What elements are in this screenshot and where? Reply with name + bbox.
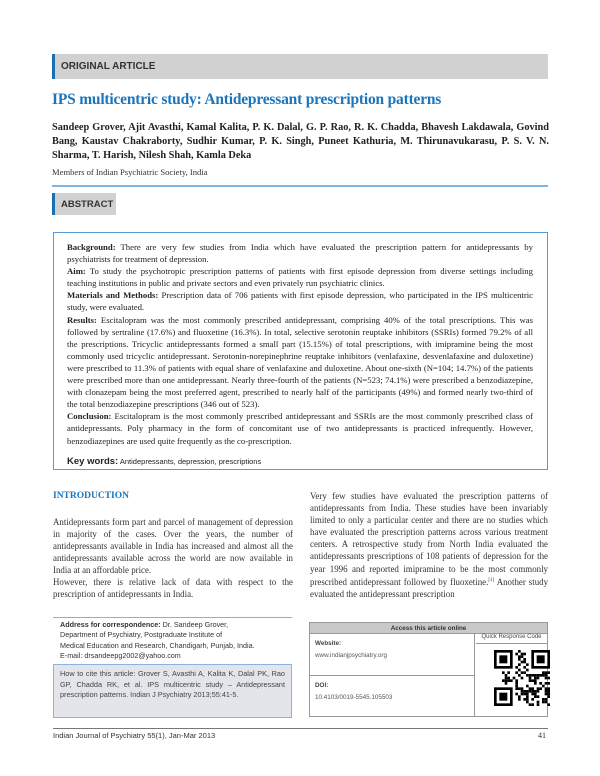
text: Dr. Sandeep Grover,	[160, 620, 229, 629]
footer-journal: Indian Journal of Psychiatry 55(1), Jan-Mar 2013	[53, 731, 216, 740]
page-number: 41	[538, 731, 546, 740]
reference-link[interactable]: [1]	[488, 577, 495, 583]
text: Another study evaluated the antidepressant prescription	[310, 576, 549, 599]
text: Antidepressants, depression, prescriptions	[118, 456, 262, 466]
keywords	[67, 456, 533, 468]
abstract-results	[67, 314, 533, 411]
text: There are very few studies from India which have evaluated the prescription pattern for antidepressants by psychiatrists for treatment of depression.	[67, 242, 533, 265]
affiliation: Members of Indian Psychiatric Society, India	[52, 167, 208, 177]
abstract-aim	[67, 265, 533, 289]
text: Very few studies have evaluated the prescription patterns of antidepressants from India. These studies have been invariably limited to only a particular center and there are no studies which have evaluated the prescription patterns across various treatment centers. A retrospective study from North India evaluated the antidepressants prescriptions of 108 patients of depression for the year 1996 and reported imipramine to be the most commonly prescribed antidepressant followed by fluoxetine.	[310, 491, 548, 587]
label: Key words:	[67, 455, 119, 467]
text: To study the psychotropic prescription patterns of patients with first episode depression from diverse settings including teaching institutions in public and private sectors and even privately run psychiatric clinics.	[67, 266, 533, 289]
qr-label: Quick Response Code	[476, 634, 547, 644]
access-online-box	[309, 622, 548, 717]
label: Aim:	[67, 266, 86, 277]
citation-box: How to cite this article: Grover S, Avasthi A, Kalita K, Dalal PK, Rao GP, Chadda RK, et al. IPS multicentric study – Antidepressant prescription patterns. Indian J Psychiatry 2013;55:41-5.	[53, 664, 292, 718]
intro-paragraph-right	[310, 490, 548, 600]
article-title: IPS multicentric study: Antidepressant prescription patterns	[52, 91, 442, 108]
label: Conclusion:	[67, 411, 112, 422]
divider	[53, 617, 292, 618]
website-link[interactable]: www.indianjpsychiatry.org	[315, 652, 387, 659]
label: Website:	[315, 640, 342, 647]
email: E-mail: drsandeepg2002@yahoo.com	[60, 650, 181, 660]
correspondence-address	[60, 620, 255, 661]
qr-code-icon	[494, 650, 550, 706]
abstract-box	[53, 232, 548, 470]
footer-divider	[53, 728, 548, 729]
abstract-conclusion	[67, 410, 533, 446]
doi-link[interactable]: 10.4103/0019-5545.105503	[315, 694, 393, 701]
abstract-label: ABSTRACT	[52, 193, 116, 215]
text: Prescription data of 706 patients with first episode depression, who participated in the IPS multicentric study, were evaluated.	[67, 290, 533, 313]
section-heading-introduction: INTRODUCTION	[53, 491, 130, 501]
author-list: Sandeep Grover, Ajit Avasthi, Kamal Kalita, P. K. Dalal, G. P. Rao, R. K. Chadda, Bhavesh Lakdawala, Govind Bang, Kaustav Chakraborty, Sudhir Kumar, P. K. Singh, Puneet Kathuria, M. Thirunavukarasu, P. S. V. N. Sharma, T. Harish, Nilesh Shah, Kamla Deka	[52, 122, 549, 161]
text: Department of Psychiatry, Postgraduate Institute of	[60, 630, 223, 640]
access-heading: Access this article online	[310, 623, 547, 634]
divider	[52, 185, 548, 187]
text: Escitalopram is the most commonly prescribed antidepressant and SSRIs are the most commonly prescribed class of antidepressants. Poly pharmacy in the form of concomitant use of two antidepressants is practiced infrequently. However, benzodiazepines are used quite frequently as the co-prescription.	[67, 411, 533, 446]
label: Results:	[67, 314, 97, 325]
label: DOI:	[315, 682, 329, 689]
label: Background:	[67, 242, 116, 252]
article-type-label: ORIGINAL ARTICLE	[52, 54, 548, 79]
text: Medical Education and Research, Chandigarh, Punjab, India.	[60, 640, 255, 650]
abstract-methods	[67, 289, 533, 313]
intro-paragraph: Antidepressants form part and parcel of management of depression in majority of the cases. Over the years, the number of antidepressants available in India has increased and almost all the antidepressants available across the world are now available in India at an affordable price.	[53, 517, 293, 576]
intro-paragraph: However, there is relative lack of data with respect to the prescription of antidepressants in India.	[53, 577, 293, 600]
text: Escitalopram was the most commonly prescribed antidepressant, comprising 40% of the total prescriptions. This was followed by sertraline (17.6%) and fluoxetine (16.3%). In total, selective serotonin reuptake inhibitors (SSRIs) formed 79.2% of all the prescriptions. Tricyclic antidepressants formed a small part (15.15%) of total prescriptions, with imipramine being the most commonly used tricyclic antidepressant. Serotonin-norepinephrine reuptake inhibitors (venlafaxine, desvenlafaxine and duloxetine) were prescribed to 11.3% of patients with equal share of venlafaxine and duloxetine. About one-sixth (N=104; 14.7%) of the patients were prescribed more than one antidepressant. Nearly three-fourth of the patients (N=523; 74.1%) were prescribed a benzodiazepine, with clonazepam being the most preferred agent, prescribed to nearly half of the participants (49%) and formed nearly two-third of the total benzodiazepine prescriptions (346 out of 523).	[67, 314, 533, 410]
abstract-background	[67, 241, 533, 265]
label: Materials and Methods:	[67, 290, 159, 301]
label: Address for correspondence:	[60, 620, 161, 629]
